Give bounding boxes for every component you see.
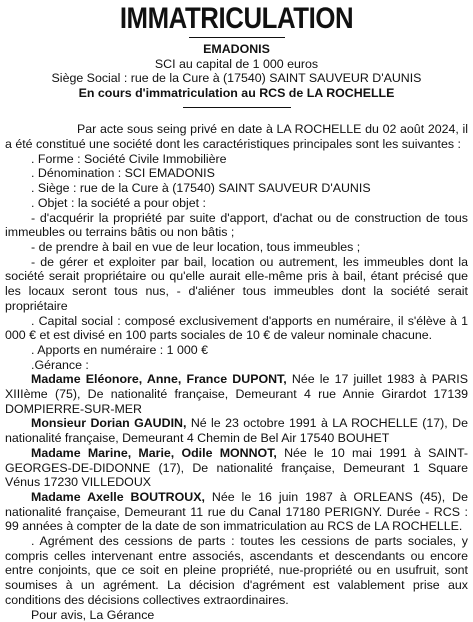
company-name: EMADONIS <box>203 42 270 56</box>
gerant-name: Madame Marine, Marie, Odile MONNOT, <box>31 445 277 460</box>
company-siege: Siège Social : rue de la Cure à (17540) SAINT SAUVEUR D'AUNIS <box>51 71 422 86</box>
signature-line: Pour avis, La Gérance <box>31 607 155 622</box>
objet-line: . Objet : la société a pour objet : <box>31 195 206 210</box>
gerant-details: Né le 23 octobre 1991 à LA ROCHELLE (17), De nationalité française, Demeurant 4 Chemin de Bel Air 17540 BOUHET <box>5 416 468 446</box>
forme-line: . Forme : Société Civile Immobilière <box>31 151 227 166</box>
gerant-entry <box>5 490 468 534</box>
gerant-name: Madame Axelle BOUTROUX, <box>31 489 205 504</box>
header-divider <box>183 107 291 108</box>
gerant-entry <box>5 372 468 416</box>
gerant-name: Monsieur Dorian GAUDIN, <box>31 416 187 431</box>
gerant-name: Madame Eléonore, Anne, France DUPONT, <box>31 372 287 387</box>
notice-body <box>5 122 468 622</box>
gerant-details: Née le 16 juin 1987 à ORLEANS (45), De nationalité française, Demeurant 11 rue du Canal 17180 PERIGNY. Durée - RCS : 99 années à compter de la date de son immatriculation au RCS de LA ROCHELLE. <box>5 489 469 534</box>
gerant-entry <box>5 416 468 445</box>
intro-paragraph: Par acte sous seing privé en date à LA ROCHELLE du 02 août 2024, il a été constitué une société dont les caractéristiques principales sont les suivantes : <box>5 122 468 152</box>
registration-status: En cours d'immatriculation au RCS de LA ROCHELLE <box>78 85 395 100</box>
denomination-line: . Dénomination : SCI EMADONIS <box>31 166 215 181</box>
capital-line: . Capital social : composé exclusivement d'apports en numéraire, il s'élève à 1 000 € et est divisé en 100 parts sociales de 10 € de valeur nominale chacune. <box>5 313 468 343</box>
objet-item-1: - d'acquérir la propriété par suite d'apport, d'achat ou de construction de tous immeubles ou terrains bâtis ou non bâtis ; <box>5 210 468 240</box>
siege-line: . Siège : rue de la Cure à (17540) SAINT SAUVEUR D'AUNIS <box>31 181 371 196</box>
notice-title: IMMATRICULATION <box>119 2 354 35</box>
gerant-details: Née le 17 juillet 1983 à PARIS XIIIème (75), De nationalité française, Demeurant 4 rue Annie Girardot 17139 DOMPIERRE-SUR-MER <box>5 372 468 416</box>
objet-item-3: - de gérer et exploiter par bail, location ou autrement, les immeubles dont la société serait propriétaire ou qu'elle aurait elle-même pris à bail, étant précisé que les locaux seront tous nus, - d'aliéner tous immeubles dont la société serait propriétaire <box>5 254 468 313</box>
title-divider <box>189 37 285 38</box>
gerance-line: .Gérance : <box>31 357 89 372</box>
gerant-entry <box>5 446 468 490</box>
apports-line: . Apports en numéraire : 1 000 € <box>31 342 209 357</box>
gerant-details: Née le 10 mai 1991 à SAINT-GEORGES-DE-DIDONNE (17), De nationalité française, Demeurant 1 Square Vénus 17230 VILLEDOUX <box>5 445 469 490</box>
company-capital: SCI au capital de 1 000 euros <box>154 56 319 71</box>
agrement-paragraph: . Agrément des cessions de parts : toutes les cessions de parts sociales, y compris celles intervenant entre associés, ascendants et descendants ou encore entre conjoints, que ce soit en pleine propriété, nue-propriété ou en usufruit, sont soumises à un agrément. La décision d'agrément est valablement prise aux conditions des décisions collectives extraordinaires. <box>5 534 468 607</box>
objet-item-2: - de prendre à bail en vue de leur location, tous immeubles ; <box>31 240 361 254</box>
